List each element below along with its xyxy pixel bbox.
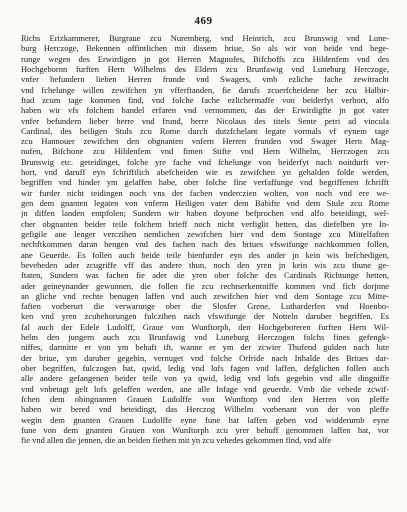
text-line: ken vnd yren zcubehorungen fulczihen nach vfswifunge der Notteln daruber begriffen. Es [21, 311, 389, 322]
text-line: burg Herczoge, Bekennen offintlichen mit dissem briue, So als wir von beide vnd bege- [21, 43, 389, 54]
text-line: vnfer befundern lieben Herren frunde vnd Swagers, vmb ezliche fache zewitracht [21, 74, 389, 85]
text-line: Cardinal, des heiligen Stuls zcu Rome durch dutzfchelant legate vormals vf eynem tage [21, 125, 389, 136]
text-line: Brunswig etc. geteidinget, folche yre fache vnd fchelunge von beiderfyt nach noitdurft ver- [21, 156, 389, 167]
text-line: vnd vnbetagt gelt lofs gelaffen werden, ane alle Infage vnd geuerde. Vmb die vehede zcwif- [21, 383, 389, 394]
page-number: 469 [194, 15, 213, 27]
text-line: alle andere gefangenen beider teile von ya qwid, ledig vnd lofs gegebin vnd alle dingniffe [21, 373, 389, 384]
text-line: helm den jungern auch zcu Brunfawig vnd Luneburg Herczogen folchs fines gefengk- [21, 332, 389, 343]
text-line: Richs Erizkammerer, Burgraue zcu Nuremberg, vnd Heinrich, zcu Brunswig vnd Lune- [21, 33, 389, 43]
text-line: zcu Hannouer zewifchen den obgnanten vnfern Herren frunden vnd Swager Hern Mag- [21, 136, 389, 147]
text-line: gefigile ane lenger verczihen nemlichen zewifchen hier vnd dem Sontage zcu Mittelfaften [21, 228, 389, 239]
text-line: niffes, darmitte er von ym behaft ift, wanne er ym der zcwier Thufend gulden nach lute [21, 342, 389, 353]
text-line: gen dem gnanten legaten von vnferm Heiligen vater dem Babifte vnd dem Stule zcu Rome [21, 198, 389, 208]
text-line: haben wir vfs folchem handel erfaren vnd vernommen, das der Erwirdigfte jn got vater [21, 105, 389, 116]
text-line: fchen dem obingnanten Grauen Ludolffe von Wunftorp vnd den Herren von pleffe [21, 393, 389, 404]
text-line: hort, vnd daruff eyn fchrifftlich abefcheiden wie es zewifchen yn gehalden folde werden, [21, 167, 389, 178]
text-line: Hochgebornn furften Hern Wilhelms des Eldern zcu Brunfawig vnd Luneburg Herczoge, [21, 63, 389, 74]
text-line: ane Geuerde. Es follen auch beide teile bienfurder eyn des ander jn kein wis befchedigen, [21, 249, 389, 260]
text-line: ader geineynander gewunnen, die follen fie zcu rechtserkentniffe kommen vnd fich dorjnne [21, 280, 389, 291]
text-line: wir furder nicht teidingen noch vns der fachen vnderczien wolten, von noch vnd ere we- [21, 187, 389, 198]
text-line: vnd fchelunge willen zewifchen yn vfferftanden, fie darufs zcuerfcheidene her zcu Halbir- [21, 84, 389, 95]
text-line: haben wir bered vnd beteidingt, das Herczog Wilhelm vorbenant von der von pleffe [21, 404, 389, 415]
body-text [21, 33, 389, 446]
text-line: faften vorberurt die verwarunge ober die Slosfer Grene, Lutharderfen vnd Hoenbo- [21, 301, 389, 312]
text-line: vnfer befundern lieber herre vnd frund, herre Nicolaus des titels Sente petri ad vincula [21, 115, 389, 126]
text-line: der briue, ym daruber gegebin, vernuget vnd folche Orfride nach Inhalde des Briues dar- [21, 352, 389, 363]
text-line: fune von dem gnanten Grauen von Wunftorph zcu yrer behuff genommen laffen hat, vor [21, 424, 389, 435]
text-line: nechftkommen daran hengen vnd des fachen nach des briues vfswifunge nachkommen follen, [21, 239, 389, 250]
text-line: fal auch der Edele Ludolff, Graue von Wunftorph, den Hochgeboreren furften Hern Wil- [21, 321, 389, 332]
text-line: an gliche vnd rechte benugen laffen vnd auch zewifchen hier vnd dem Sontage zcu Mitte- [21, 290, 389, 301]
text-line: begriffen vnd hinder ym gelaffen habe, ober folche fine verfaffunge vnd begriffenen fchrifft [21, 177, 389, 188]
text-line: ftaten, Sundern was fachen fie ader die yren ober folche des Cardinals Richtunge hetten, [21, 270, 389, 281]
text-line: wegin dem gnanten Grauen Ludolffe eyne fune hat laffen geben vnd widderumb eyne [21, 414, 389, 425]
text-line: ftad zcum tage kommen find, vnd folche fache ezlichermaffe von beiderfyt verhort, alfo [21, 94, 389, 105]
text-line: cher obgnanten beider teile folchem brieff noch nicht verfiglit hetten, das diefelben yre In- [21, 218, 389, 229]
text-line: ober begriffen, fulczogen hat, qwid, ledig vnd lofs fagen vnd laffen, defglichen follen auch [21, 363, 389, 373]
text-line: fie vnd allen die jennen, die an beiden fiethen mit yn zcu vehedes gekommen find, vnd alfe [21, 435, 332, 446]
text-line: beveheden ader zcugriffe vff das andere thun, noch den yren jn kein wis zcu thune ge- [21, 259, 389, 270]
text-line: jn diffen landen entpfolen; Sundern wir haben doyone befprochen vnd alfo beteidingt, wel- [21, 208, 389, 219]
text-line: nufen, Bifchone zcu Hildenfem vnd fimen Stifte vnd Hern Wilhelm, Herczogen zcu [21, 146, 389, 157]
text-line: runge wegen des Erwirdigen jn got Herren Magnufes, Bifchoffs zcu Hildenfem vnd des [21, 53, 389, 64]
